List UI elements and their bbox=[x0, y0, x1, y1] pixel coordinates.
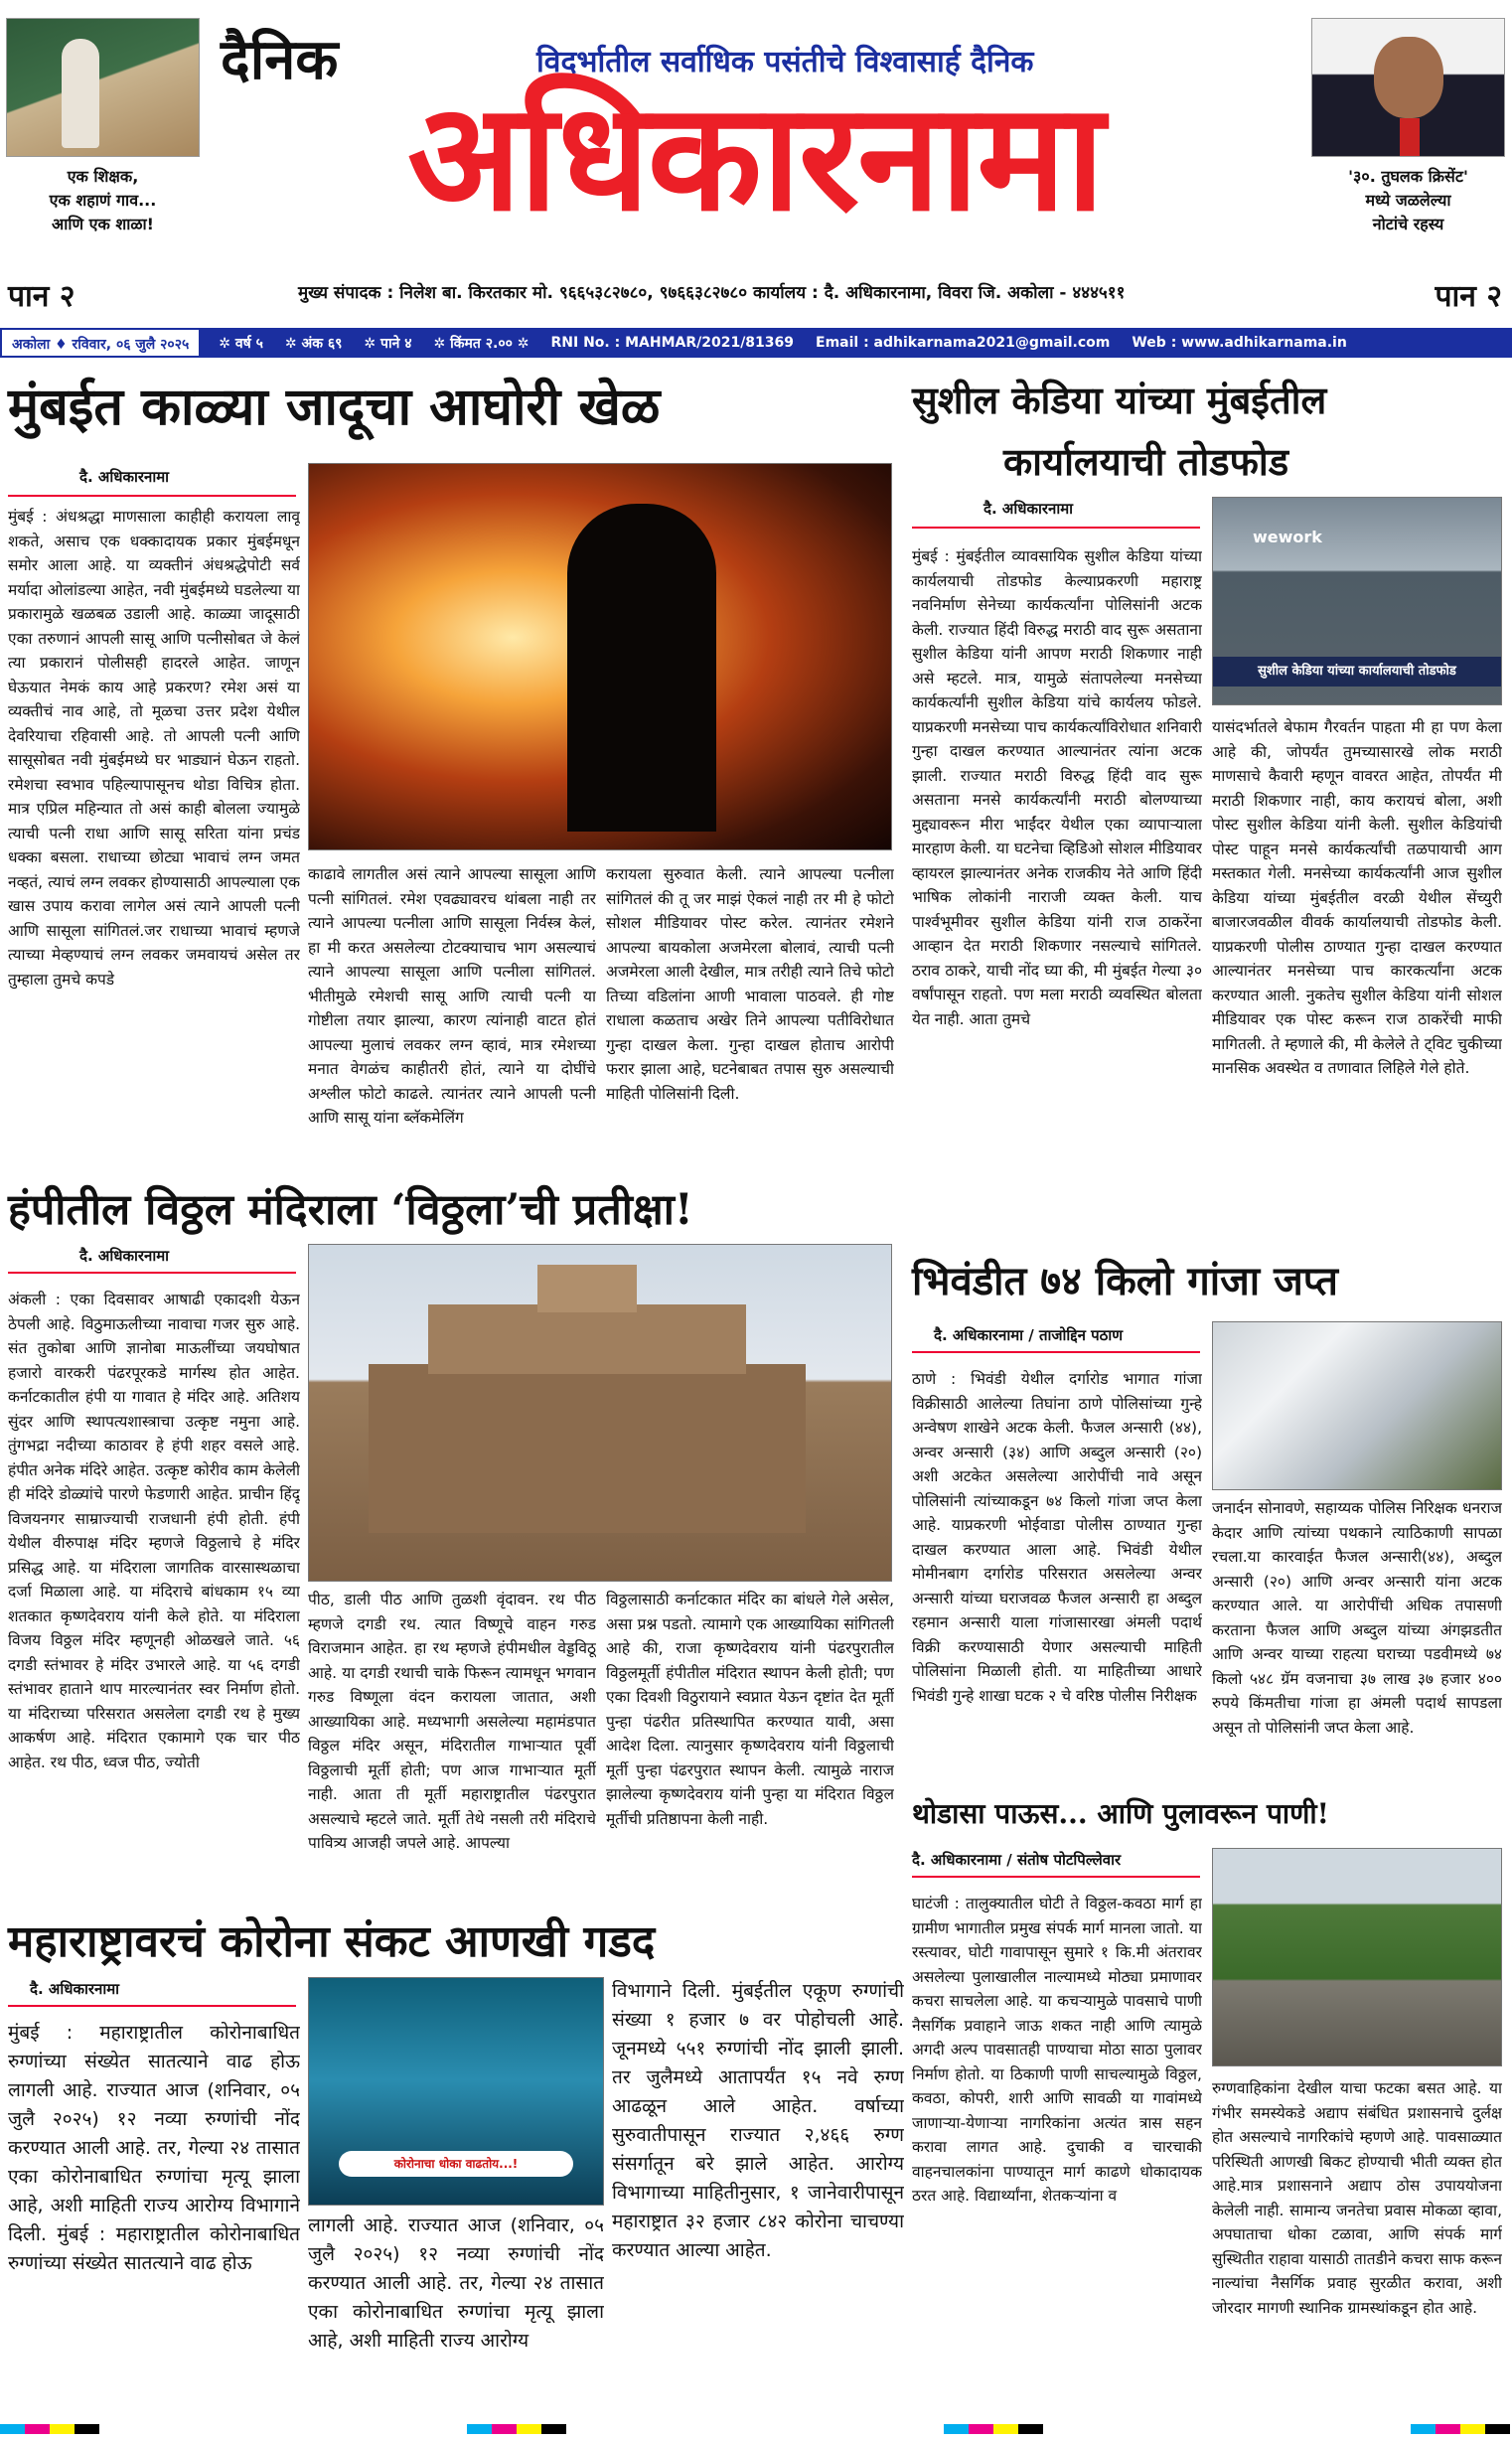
print-color-bar-2 bbox=[467, 2424, 566, 2434]
hampi-byline: दै. अधिकारनामा bbox=[79, 1247, 170, 1265]
aghori-photo bbox=[308, 463, 892, 850]
right-caption-line-1: '३०. तुघलक क्रिसेंट' bbox=[1348, 167, 1468, 186]
kedia-headline-line-1[interactable]: सुशील केडिया यांच्या मुंबईतील bbox=[912, 378, 1327, 422]
info-bar bbox=[0, 328, 1512, 358]
issue-date: अकोला ♦ रविवार, ०६ जुलै २०२५ bbox=[0, 328, 201, 358]
ganja-headline[interactable]: भिवंडीत ७४ किलो गांजा जप्त bbox=[912, 1258, 1338, 1304]
corona-photo-caption: कोरोनाचा धोका वाढतोय...! bbox=[339, 2151, 573, 2177]
hampi-byline-rule bbox=[8, 1272, 296, 1274]
corona-column-1: मुंबई : महाराष्ट्रातील कोरोनाबाधित रुग्णांच्या संख्येत सातत्याने वाढ होऊ लागली आहे. राज्यात आज (शनिवार, ०५ जुलै २०२५) १२ नव्या रुग्णांची नोंद करण्यात आली आहे. तर, गेल्या २४ तासात एका कोरोनाबाधित रुग्णांचा मृत्यू झाला आहे, अशी माहिती राज्य आरोग्य विभागाने दिली. मुंबई : महाराष्ट्रातील कोरोनाबाधित रुग्णांच्या संख्येत सातत्याने वाढ होऊ bbox=[8, 2022, 300, 2274]
ganja-byline-rule bbox=[912, 1351, 1200, 1353]
rain-byline: दै. अधिकारनामा / संतोष पोटपिल्लेवार bbox=[912, 1851, 1122, 1869]
rain-headline[interactable]: थोडासा पाऊस... आणि पुलावरून पाणी! bbox=[912, 1797, 1329, 1830]
kedia-column-1: मुंबई : मुंबईतील व्यावसायिक सुशील केडिया यांच्या कार्यलयाची तोडफोड केल्याप्रकरणी महाराष्ट्र नवनिर्माण सेनेच्या कार्यकर्त्यांना पोलिसांनी अटक केली. राज्यात हिंदी विरुद्ध मराठी वाद सुरू असताना सुशील केडिया यांनी आपण मराठी शिकणार नाही असे म्हटले. मात्र, यामुळे संतापलेल्या मनसेच्या कार्यकर्त्यांनी सुशील केडिया यांचे कार्यलय फोडले. याप्रकरणी मनसेच्या पाच कार्यकर्त्यांविरोधात शनिवारी गुन्हा दाखल करण्यात आल्यानंतर त्यांना अटक झाली. राज्यात मराठी विरुद्ध हिंदी वाद सुरू असताना मनसे कार्यकर्त्यांनी मराठी बोलण्याच्या मुद्द्यावरून मीरा भाईंदर येथील एका व्यापाऱ्याला मारहाण केली. या घटनेचा व्हिडिओ सोशल मीडियावर व्हायरल झाल्यानंतर अनेक राजकीय नेते आणि हिंदी भाषिक लोकांनी नाराजी व्यक्त केली. याच पार्श्वभूमीवर सुशील केडिया यांनी राज ठाकरेंना आव्हान देत मराठी शिकणार नसल्याचे सांगितले. ठराव ठाकरे, याची नोंद घ्या की, मी मुंबईत गेल्या ३० वर्षांपासून राहतो. पण मला मराठी व्यवस्थित बोलता येत नाही. आता तुमचे bbox=[912, 547, 1202, 1028]
brand-dainik: दैनिक bbox=[221, 27, 339, 92]
temple-top bbox=[537, 1265, 637, 1312]
corona-hospital-photo bbox=[308, 1977, 604, 2206]
masthead bbox=[0, 0, 1512, 268]
rni-number: RNI No. : MAHMAR/2021/81369 bbox=[550, 335, 795, 351]
corona-byline: दै. अधिकारनामा bbox=[30, 1980, 120, 1998]
issue-year: ✲ वर्ष ५ bbox=[219, 335, 263, 352]
right-caption-line-2: मध्ये जळलेल्या bbox=[1365, 191, 1451, 210]
hampi-temple-photo bbox=[308, 1244, 892, 1582]
page-number-right: पान २ bbox=[1435, 279, 1502, 314]
issue-number: ✲ अंक ६९ bbox=[284, 335, 343, 352]
print-color-bar-3 bbox=[944, 2424, 1043, 2434]
right-teaser[interactable] bbox=[1311, 18, 1505, 236]
newspaper-title: अधिकारनामा bbox=[407, 70, 1103, 244]
corona-column-2: लागली आहे. राज्यात आज (शनिवार, ०५ जुलै २०२५) १२ नव्या रुग्णांची नोंद करण्यात आली आहे. तर, गेल्या २४ तासात एका कोरोनाबाधित रुग्णांचा मृत्यू झाला आहे, अशी माहिती राज्य आरोग्य bbox=[308, 2214, 604, 2352]
left-teaser[interactable] bbox=[6, 18, 200, 236]
ganja-seized-photo bbox=[1212, 1321, 1502, 1490]
corona-byline-rule bbox=[8, 2005, 296, 2007]
left-caption-line-1: एक शिक्षक, bbox=[67, 167, 139, 186]
kedia-office-photo bbox=[1212, 497, 1502, 705]
rain-byline-rule bbox=[912, 1876, 1200, 1878]
issue-price: ✲ किंमत २.०० ✲ bbox=[433, 335, 529, 352]
ganja-column-1: ठाणे : भिवंडी येथील दर्गारोड भागात गांजा विक्रीसाठी आलेल्या तिघांना ठाणे पोलिसांच्या गुन्हे अन्वेषण शाखेने अटक केली. फैजल अन्सारी (४४), अन्वर अन्सारी (३४) आणि अब्दुल अन्सारी (२०) अशी अटकेत असलेल्या आरोपींची नावे असून पोलिसांनी त्यांच्याकडून ७४ किलो गांजा जप्त केला आहे. याप्रकरणी भोईवाडा पोलीस ठाण्यात गुन्हा दाखल करण्यात आला आहे. भिवंडी येथील मोमीनबाग दर्गारोड परिसरात असलेल्या अन्वर अन्सारी यांच्या घराजवळ फैजल अन्सारी हा अब्दुल रहमान अन्सारी याला गांजासारखा अंमली पदार्थ विक्री करण्यासाठी येणार असल्याची माहिती पोलिसांना मिळाली होती. या माहितीच्या आधारे भिवंडी गुन्हे शाखा घटक २ चे वरिष्ठ पोलीस निरीक्षक bbox=[912, 1370, 1202, 1705]
hampi-column-1: अंकली : एका दिवसावर आषाढी एकादशी येऊन ठेपली आहे. विठुमाऊलीच्या नावाचा गजर सुरु आहे. संत तुकोबा आणि ज्ञानोबा माऊलींच्या जयघोषात हजारो वारकरी पंढरपूरकडे मार्गस्थ होत आहेत. कर्नाटकातील हंपी या गावात हे मंदिर आहे. अतिशय सुंदर आणि स्थापत्यशास्त्राचा उत्कृष्ट नमुना आहे. तुंगभद्रा नदीच्या काठावर हे हंपी शहर वसले आहे. हंपीत अनेक मंदिरे आहेत. उत्कृष्ट कोरीव काम केलेली ही मंदिरे डोळ्यांचे पारणे फेडणारी आहेत. प्राचीन हिंदू विजयनगर साम्राज्याची राजधानी हंपी होती. हंपी येथील वीरुपाक्ष मंदिर म्हणजे विठ्ठलाचे हे मंदिर प्रसिद्ध आहे. या मंदिराला जागतिक वारसास्थळाचा दर्जा मिळाला आहे. या मंदिराचे बांधकाम १५ व्या शतकात कृष्णदेवराय यांनी केले होते. या मंदिराला विजय विठ्ठल मंदिर म्हणूनही ओळखले जाते. ५६ दगडी स्तंभावर हे मंदिर उभारले आहे. या ५६ दगडी स्तंभावर हाताने थाप मारल्यानंतर स्वर निर्माण होतो. या मंदिराच्या परिसरात असलेला दगडी रथ हे मुख्य आकर्षण आहे. मंदिरात एकामागे एक चार पीठ आहेत. रथ पीठ, ध्वज पीठ, ज्योती bbox=[8, 1291, 300, 1771]
aghori-byline-rule bbox=[8, 495, 296, 497]
kedia-column-2: यासंदर्भातले बेफाम गैरवर्तन पाहता मी हा पण केला आहे की, जोपर्यंत तुमच्यासारखे लोक मराठी माणसाचे कैवारी म्हणून वावरत आहेत, तोपर्यंत मी मराठी शिकणार नाही, काय करायचं बोला, अशी पोस्ट सुशील केडिया यांनी केली. सुशील केडियांची पोस्ट पाहून मनसे कार्यकर्त्यांची तळपायाची आग मस्तकात गेली. मनसेच्या कार्यकर्त्यांनी आज सुशील केडिया यांच्या मुंबईतील वरळी येथील सेंच्युरी बाजारजवळील वीवर्क कार्यालयाची तोडफोड केली. याप्रकरणी पोलीस ठाण्यात गुन्हा दाखल करण्यात आल्यानंतर मनसेच्या पाच कारकर्त्यांना अटक करण्यात आली. नुकतेच सुशील केडिया यांनी सोशल मीडियावर एक पोस्ट करून राज ठाकरेंची माफी मागितली. ते म्हणाले की, मी केलेले ते ट्विट चुकीच्या मानसिक अवस्थेत व तणावात लिहिले गेले होते. bbox=[1212, 718, 1502, 1077]
editor-line: मुख्य संपादक : निलेश बा. किरतकार मो. ९६६५३८२७८०, ९७६६३८२७८० कार्यालय : दै. अधिकारनामा, विवरा जि. अकोला - ४४४५११ bbox=[298, 283, 1126, 303]
kedia-byline-rule bbox=[912, 527, 1200, 529]
rain-column-1: घाटंजी : तालुक्यातील घोटी ते विठ्ठल-कवठा मार्ग हा ग्रामीण भागातील प्रमुख संपर्क मार्ग मानला जातो. या रस्त्यावर, घोटी गावापासून सुमारे १ कि.मी अंतरावर असलेल्या पुलाखालील नाल्यामध्ये मोठ्या प्रमाणावर कचरा साचलेला आहे. या कचऱ्यामुळे पावसाचे पाणी नैसर्गिक प्रवाहाने जाऊ शकत नाही आणि त्यामुळे अगदी अल्प पावसातही पाण्याचा मोठा साठा पुलावर निर्माण होतो. या ठिकाणी पाणी साचल्यामुळे विठ्ठल, कवठा, कोपरी, शारी आणि सावळी या गावांमध्ये जाणाऱ्या-येणाऱ्या नागरिकांना अत्यंत त्रास सहन करावा लागत आहे. दुचाकी व चारचाकी वाहनचालकांना पाण्यातून मार्ग काढणे धोकादायक ठरत आहे. विद्यार्थ्यांना, शेतकऱ्यांना व bbox=[912, 1895, 1202, 2205]
aghori-column-3: करायला सुरुवात केली. त्याने आपल्या पत्नीला सांगितलं की तू जर माझं ऐकलं नाही तर मी हे फोटो सोशल मीडियावर पोस्ट करेल. त्यानंतर रमेशने आपल्या बायकोला अजमेरला बोलावं, त्याची पत्नी अजमेरला आली देखील, मात्र तरीही त्याने तिचे फोटो तिच्या वडिलांना आणी भावाला पाठवले. ही गोष्ट राधाला कळताच अखेर तिने आपल्या पतीविरोधात गुन्हा दाखल केला. गुन्हा दाखल होताच आरोपी फरार झाला आहे, घटनेबाबत तपास सुरु असल्याची माहिती पोलिसांनी दिली. bbox=[606, 865, 894, 1103]
temple-mid bbox=[428, 1304, 746, 1374]
contact-email[interactable]: Email : adhikarnama2021@gmail.com bbox=[816, 335, 1111, 351]
rain-road-photo bbox=[1212, 1848, 1502, 2066]
website-link[interactable]: Web : www.adhikarnama.in bbox=[1132, 335, 1347, 351]
portrait-photo bbox=[1311, 18, 1505, 157]
right-teaser-caption bbox=[1311, 165, 1505, 236]
aghori-byline: दै. अधिकारनामा bbox=[79, 468, 170, 486]
wework-sign: wework bbox=[1253, 528, 1322, 546]
temple-base bbox=[369, 1364, 806, 1533]
kedia-byline: दै. अधिकारनामा bbox=[983, 500, 1074, 518]
print-color-bar-4 bbox=[1411, 2424, 1510, 2434]
print-color-bar-1 bbox=[0, 2424, 99, 2434]
corona-column-3: विभागाने दिली. मुंबईतील एकूण रुग्णांची संख्या १ हजार ७ वर पोहोचली आहे. जूनमध्ये ५५१ रुग्णांची नोंद झाली झाली. तर जुलैमध्ये आतापर्यंत १५ नवे रुग्ण आढळून आले आहेत. वर्षाच्या सुरुवातीपासून राज्यात २,४६६ रुग्ण संसर्गातून बरे झाले आहेत. आरोग्य विभागाच्या माहितीनुसार, १ जानेवारीपासून महाराष्ट्रात ३२ हजार ८४२ कोरोना चाचण्या करण्यात आल्या आहेत. bbox=[612, 1980, 904, 2261]
hampi-column-3: विठ्ठलासाठी कर्नाटकात मंदिर का बांधले गेले असेल, असा प्रश्न पडतो. त्यामागे एक आख्यायिका सांगितली आहे की, राजा कृष्णदेवराय यांनी पंढरपुरातील विठ्ठलमूर्ती हंपीतील मंदिरात स्थापन केली होती; पण एका दिवशी विठुरायाने स्वप्नात येऊन दृष्टांत देत मूर्ती पुन्हा पंढरीत प्रतिस्थापित करण्यात यावी, असा आदेश दिला. त्यानुसार कृष्णदेवराय यांनी विठ्ठलाची मूर्ती पुन्हा पंढरपुरात स्थापन केली. त्यामुळे नाराज झालेल्या कृष्णदेवराय यांनी पुन्हा या मंदिरात विठ्ठल मूर्तीची प्रतिष्ठापना केली नाही. bbox=[606, 1591, 894, 1828]
brand-tagline: विदर्भातील सर्वाधिक पसंतीचे विश्वासार्ह दैनिक bbox=[536, 45, 1034, 79]
ganja-byline: दै. अधिकारनामा / ताजोद्दिन पठाण bbox=[934, 1326, 1124, 1344]
corona-headline[interactable]: महाराष्ट्रावरचं कोरोना संकट आणखी गडद bbox=[8, 1916, 656, 1967]
hampi-column-2: पीठ, डाली पीठ आणि तुळशी वृंदावन. रथ पीठ म्हणजे दगडी रथ. त्यात विष्णूचे वाहन गरुड विराजमान आहेत. हा रथ म्हणजे हंपीमधील वेड्डविठू आहे. या दगडी रथाची चाके फिरून त्यामधून भगवान गरुड विष्णूला वंदन करायला जातात, अशी आख्यायिका आहे. मध्यभागी असलेल्या महामंडपात विठ्ठल मंदिर असून, मंदिरातील गाभाऱ्यात पूर्वी विठ्ठलाची मूर्ती होती; पण आज गाभाऱ्यात मूर्ती नाही. आता ती मूर्ती महाराष्ट्रातील पंढरपुरात असल्याचे म्हटले जाते. मूर्ती तेथे नसली तरी मंदिराचे पावित्र्य आजही जपले आहे. आपल्या bbox=[308, 1591, 596, 1852]
page-number-left: पान २ bbox=[8, 279, 76, 314]
issue-pages: ✲ पाने ४ bbox=[364, 335, 412, 352]
left-teaser-caption bbox=[6, 165, 200, 236]
kedia-headline-line-2[interactable]: कार्यालयाची तोडफोड bbox=[1003, 439, 1289, 484]
hampi-headline[interactable]: हंपीतील विठ्ठल मंदिराला ‘विठ्ठला’ची प्रतीक्षा! bbox=[8, 1185, 693, 1235]
right-caption-line-3: नोटांचे रहस्य bbox=[1372, 215, 1444, 233]
left-caption-line-3: आणि एक शाळा! bbox=[52, 215, 154, 233]
silhouette-figure bbox=[567, 504, 716, 832]
aghori-headline[interactable]: मुंबईत काळ्या जादूचा आघोरी खेळ bbox=[8, 377, 661, 437]
ganja-column-2: जनार्दन सोनावणे, सहाय्यक पोलिस निरिक्षक धनराज केदार आणि त्यांच्या पथकाने त्याठिकाणी सापळा रचला.या कारवाईत फैजल अन्सारी(४४), अब्दुल अन्सारी (२०) आणि अन्वर अन्सारी यांना अटक करण्यात आले. या आरोपींची अधिक तपासणी करताना फैजल आणि अब्दुल यांच्या अंगझडतीत आणि अन्वर याच्या राहत्या घराच्या पडवीमध्ये ७४ किलो ५४८ ग्रॅम वजनाचा ३७ लाख ३७ हजार ४०० रुपये किंमतीचा गांजा हा अंमली पदार्थ सापडला असून तो पोलिसांनी जप्त केला आहे. bbox=[1212, 1499, 1502, 1737]
aghori-column-1: मुंबई : अंधश्रद्धा माणसाला काहीही करायला लावू शकते, असाच एक धक्कादायक प्रकार मुंबईमधून समोर आला आहे. या व्यक्तीनं अंधश्रद्धेपोटी सर्व मर्यादा ओलांडल्या आहेत, नवी मुंबईमध्ये घडलेल्या या प्रकारामुळे खळबळ उडाली आहे. काळ्या जादूसाठी एका तरुणानं आपली सासू आणि पत्नीसोबत जे केलं त्या प्रकारानं पोलीसही हादरले आहेत. जाणून घेऊयात नेमकं काय आहे प्रकरण? रमेश असं या व्यक्तीचं नाव आहे, तो मूळचा उत्तर प्रदेश येथील देवरियाचा रहिवासी आहे. तो आपली पत्नी आणि सासूसोबत नवी मुंबईमध्ये घर भाड्यानं घेऊन राहतो. रमेशचा स्वभाव पहिल्यापासूनच थोडा विचित्र होता. मात्र एप्रिल महिन्यात तो असं काही बोलला ज्यामुळे त्याची पत्नी राधा आणि सासू सरिता यांना प्रचंड धक्का बसला. राधाच्या छोट्या भावाचं लग्न जमत नव्हतं, त्याचं लग्न लवकर होण्यासाठी आपल्याला एक खास उपाय करावा लागेल असं त्याने आपली पत्नी आणि सासूला सांगितलं.जर राधाच्या भावाचं म्हणजे त्याच्या मेव्हण्याचं लग्न लवकर जमवायचं असेल तर तुम्हाला तुमचे कपडे bbox=[8, 508, 300, 989]
classroom-photo bbox=[6, 18, 200, 157]
aghori-column-2: काढावे लागतील असं त्याने आपल्या सासूला आणि पत्नी सांगितलं. रमेश एवढ्यावरच थांबला नाही तर त्याने आपल्या पत्नीला आणि सासूला निर्वस्त्र केलं, हा मी करत असलेल्या टोटक्याचाच भाग असल्याचं त्याने आपल्या सासूला आणि पत्नीला सांगितलं. भीतीमुळे रमेशची सासू आणि त्याची पत्नी या गोष्टीला तयार झाल्या, कारण त्यांनाही वाटत होतं आपल्या मुलाचं लवकर लग्न व्हावं, मात्र रमेशच्या मनात वेगळंच काहीतरी होतं, त्याने या दोघींचे अश्लील फोटो काढले. त्यानंतर त्याने आपली पत्नी आणि सासू यांना ब्लॅकमेलिंग bbox=[308, 865, 596, 1127]
rain-column-2: रुग्णवाहिकांना देखील याचा फटका बसत आहे. या गंभीर समस्येकडे अद्याप संबंधित प्रशासनाचे दुर्लक्ष होत असल्याचे नागरिकांचे म्हणणे आहे. पावसाळ्यात परिस्थिती आणखी बिकट होण्याची भीती व्यक्त होत आहे.मात्र प्रशासनाने अद्याप ठोस उपाययोजना केलेली नाही. सामान्य जनतेचा प्रवास मोकळा व्हावा, अपघाताचा धोका टळावा, आणि संपर्क मार्ग सुस्थितीत राहावा यासाठी तातडीने कचरा साफ करून नाल्यांचा नैसर्गिक प्रवाह सुरळीत करावा, अशी जोरदार मागणी स्थानिक ग्रामस्थांकडून होत आहे. bbox=[1212, 2079, 1502, 2317]
kedia-photo-caption: सुशील केडिया यांच्या कार्यालयाची तोडफोड bbox=[1213, 657, 1501, 687]
left-caption-line-2: एक शहाणं गाव... bbox=[49, 191, 157, 210]
